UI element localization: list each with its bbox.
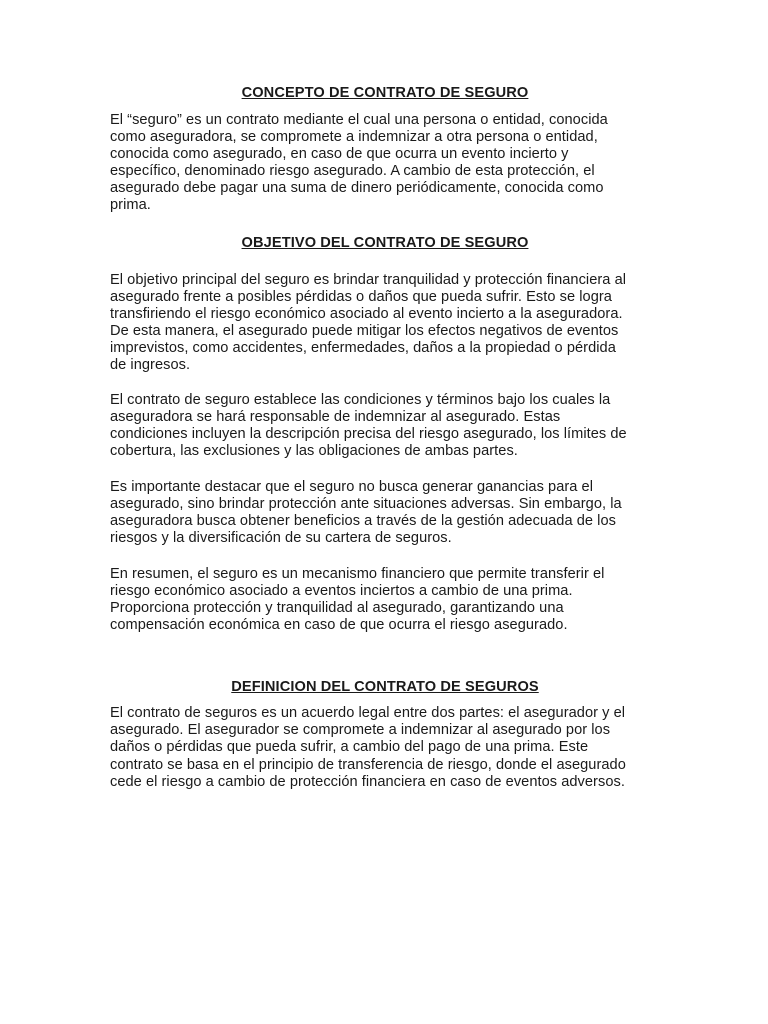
text-line: El “seguro” es un contrato mediante el cual una persona o entidad, conocida	[110, 112, 608, 128]
text-line: conocida como asegurado, en caso de que ocurra un evento incierto y	[110, 146, 569, 163]
paragraph-concepto	[110, 112, 660, 215]
text-line: daños o pérdidas que pueda sufrir, a cambio del pago de una prima. Este	[110, 739, 589, 756]
text-line: cede el riesgo a cambio de protección financiera en caso de eventos adversos.	[110, 773, 625, 790]
text-line: De esta manera, el asegurado puede mitigar los efectos negativos de eventos	[110, 322, 619, 339]
text-line: El objetivo principal del seguro es brindar tranquilidad y protección financiera al	[110, 271, 627, 288]
text-line: imprevistos, como accidentes, enfermedades, daños a la propiedad o pérdida	[110, 339, 616, 356]
text-line: asegurado debe pagar una suma de dinero periódicamente, conocida como	[110, 180, 604, 197]
paragraph-objetivo-1	[110, 272, 660, 375]
text-line: El contrato de seguro establece las condiciones y términos bajo los cuales la	[110, 392, 611, 409]
text-line: contrato se basa en el principio de transferencia de riesgo, donde el asegurado	[110, 756, 626, 773]
text-line: cobertura, las exclusiones y las obligaciones de ambas partes.	[110, 443, 518, 460]
text-line: como aseguradora, se compromete a indemnizar a otra persona o entidad,	[110, 129, 598, 146]
text-line: En resumen, el seguro es un mecanismo financiero que permite transferir el	[110, 565, 605, 582]
text-line: asegurado frente a posibles pérdidas o daños que pueda sufrir. Esto se logra	[110, 288, 612, 305]
section-heading-objetivo: OBJETIVO DEL CONTRATO DE SEGURO	[241, 234, 529, 251]
text-line: aseguradora busca obtener beneficios a través de la gestión adecuada de los	[110, 512, 616, 529]
paragraph-definicion	[110, 705, 660, 790]
text-line: riesgos y la diversificación de su cartera de seguros.	[110, 529, 452, 546]
section-heading-concepto: CONCEPTO DE CONTRATO DE SEGURO	[241, 85, 529, 101]
document-page	[110, 84, 660, 791]
paragraph-objetivo-3	[110, 479, 660, 547]
text-line: Es importante destacar que el seguro no busca generar ganancias para el	[110, 478, 594, 495]
text-line: riesgo económico asociado a eventos inciertos a cambio de una prima.	[110, 582, 573, 599]
section-heading-definicion: DEFINICION DEL CONTRATO DE SEGUROS	[231, 679, 539, 696]
text-line: condiciones incluyen la descripción precisa del riesgo asegurado, los límites de	[110, 426, 627, 443]
paragraph-objetivo-2	[110, 392, 660, 460]
text-line: El contrato de seguros es un acuerdo legal entre dos partes: el asegurador y el	[110, 705, 626, 722]
text-line: transfiriendo el riesgo económico asociado al evento incierto a la aseguradora.	[110, 305, 623, 322]
text-line: de ingresos.	[110, 357, 191, 374]
text-line: específico, denominado riesgo asegurado. A cambio de esta protección, el	[110, 163, 595, 180]
text-line: aseguradora se hará responsable de indemnizar al asegurado. Estas	[110, 409, 561, 426]
text-line: compensación económica en caso de que ocurra el riesgo asegurado.	[110, 617, 568, 634]
paragraph-objetivo-4	[110, 566, 660, 634]
text-line: asegurado. El asegurador se compromete a indemnizar al asegurado por los	[110, 722, 611, 739]
text-line: asegurado, sino brindar protección ante situaciones adversas. Sin embargo, la	[110, 495, 622, 512]
text-line: Proporciona protección y tranquilidad al asegurado, garantizando una	[110, 600, 564, 617]
text-line: prima.	[110, 197, 151, 214]
